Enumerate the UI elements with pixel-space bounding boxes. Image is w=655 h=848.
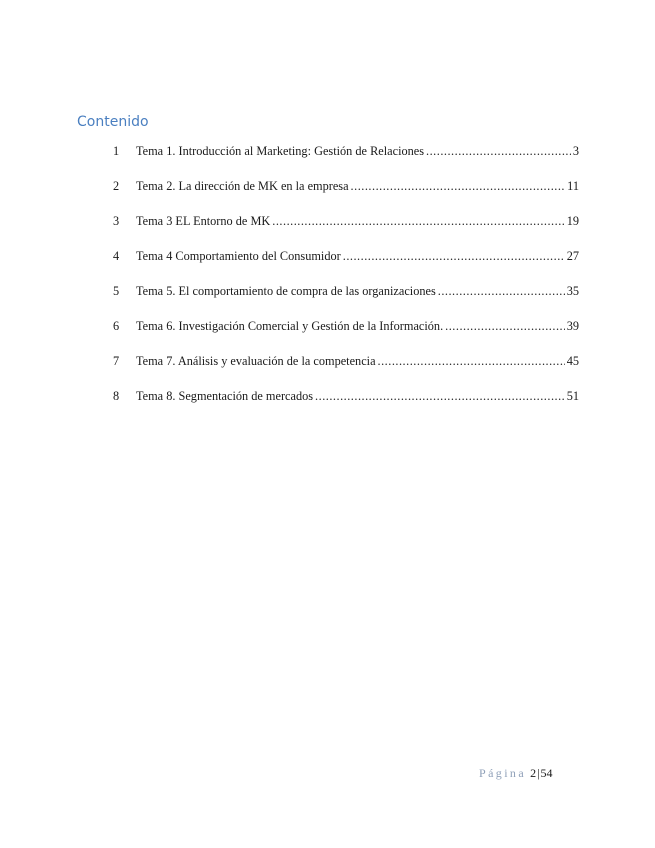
toc-entry-4[interactable] xyxy=(113,249,579,284)
toc-entry-page[interactable]: 35 xyxy=(566,284,579,298)
toc-entry-number: 7 xyxy=(113,354,120,368)
toc-entry-number: 3 xyxy=(113,214,120,228)
toc-entry-title[interactable]: Tema 3 EL Entorno de MK xyxy=(136,214,271,228)
toc-entry-number: 1 xyxy=(113,144,120,158)
toc-entry-2[interactable] xyxy=(113,179,579,214)
toc-entry-3[interactable] xyxy=(113,214,579,249)
toc-entry-number: 8 xyxy=(113,389,120,403)
footer-current-page: 2 xyxy=(530,766,537,780)
footer-page-label: Página xyxy=(479,766,527,780)
toc-list xyxy=(113,144,579,424)
toc-entry-page[interactable]: 45 xyxy=(566,354,579,368)
toc-entry-page[interactable]: 3 xyxy=(572,144,579,158)
toc-entry-title[interactable]: Tema 6. Investigación Comercial y Gestión de la Información. xyxy=(136,319,444,333)
toc-entry-title[interactable]: Tema 2. La dirección de MK en la empresa xyxy=(136,179,349,193)
toc-entry-1[interactable] xyxy=(113,144,579,179)
toc-dot-leader xyxy=(343,249,565,264)
toc-entry-title[interactable]: Tema 4 Comportamiento del Consumidor xyxy=(136,249,341,263)
toc-dot-leader xyxy=(426,144,571,159)
toc-dot-leader xyxy=(351,179,566,194)
toc-entry-number: 4 xyxy=(113,249,120,263)
toc-heading: Contenido xyxy=(77,114,149,130)
toc-entry-page[interactable]: 39 xyxy=(566,319,579,333)
toc-entry-title[interactable]: Tema 5. El comportamiento de compra de las organizaciones xyxy=(136,284,436,298)
toc-entry-5[interactable] xyxy=(113,284,579,319)
toc-entry-title[interactable]: Tema 1. Introducción al Marketing: Gestión de Relaciones xyxy=(136,144,425,158)
toc-dot-leader xyxy=(438,284,565,299)
toc-entry-6[interactable] xyxy=(113,319,579,354)
toc-dot-leader xyxy=(378,354,565,369)
toc-entry-number: 6 xyxy=(113,319,120,333)
footer-total-pages: 54 xyxy=(540,766,553,780)
toc-entry-title[interactable]: Tema 7. Análisis y evaluación de la competencia xyxy=(136,354,376,368)
toc-entry-number: 2 xyxy=(113,179,120,193)
toc-entry-page[interactable]: 27 xyxy=(566,249,579,263)
footer-separator: | xyxy=(537,766,540,780)
toc-entry-title[interactable]: Tema 8. Segmentación de mercados xyxy=(136,389,314,403)
toc-dot-leader xyxy=(315,389,565,404)
toc-entry-page[interactable]: 11 xyxy=(567,179,579,193)
toc-dot-leader xyxy=(445,319,565,334)
toc-dot-leader xyxy=(272,214,564,229)
toc-entry-number: 5 xyxy=(113,284,120,298)
page-footer xyxy=(479,766,552,781)
toc-entry-7[interactable] xyxy=(113,354,579,389)
toc-entry-page[interactable]: 19 xyxy=(566,214,579,228)
toc-entry-page[interactable]: 51 xyxy=(566,389,579,403)
toc-entry-8[interactable] xyxy=(113,389,579,424)
